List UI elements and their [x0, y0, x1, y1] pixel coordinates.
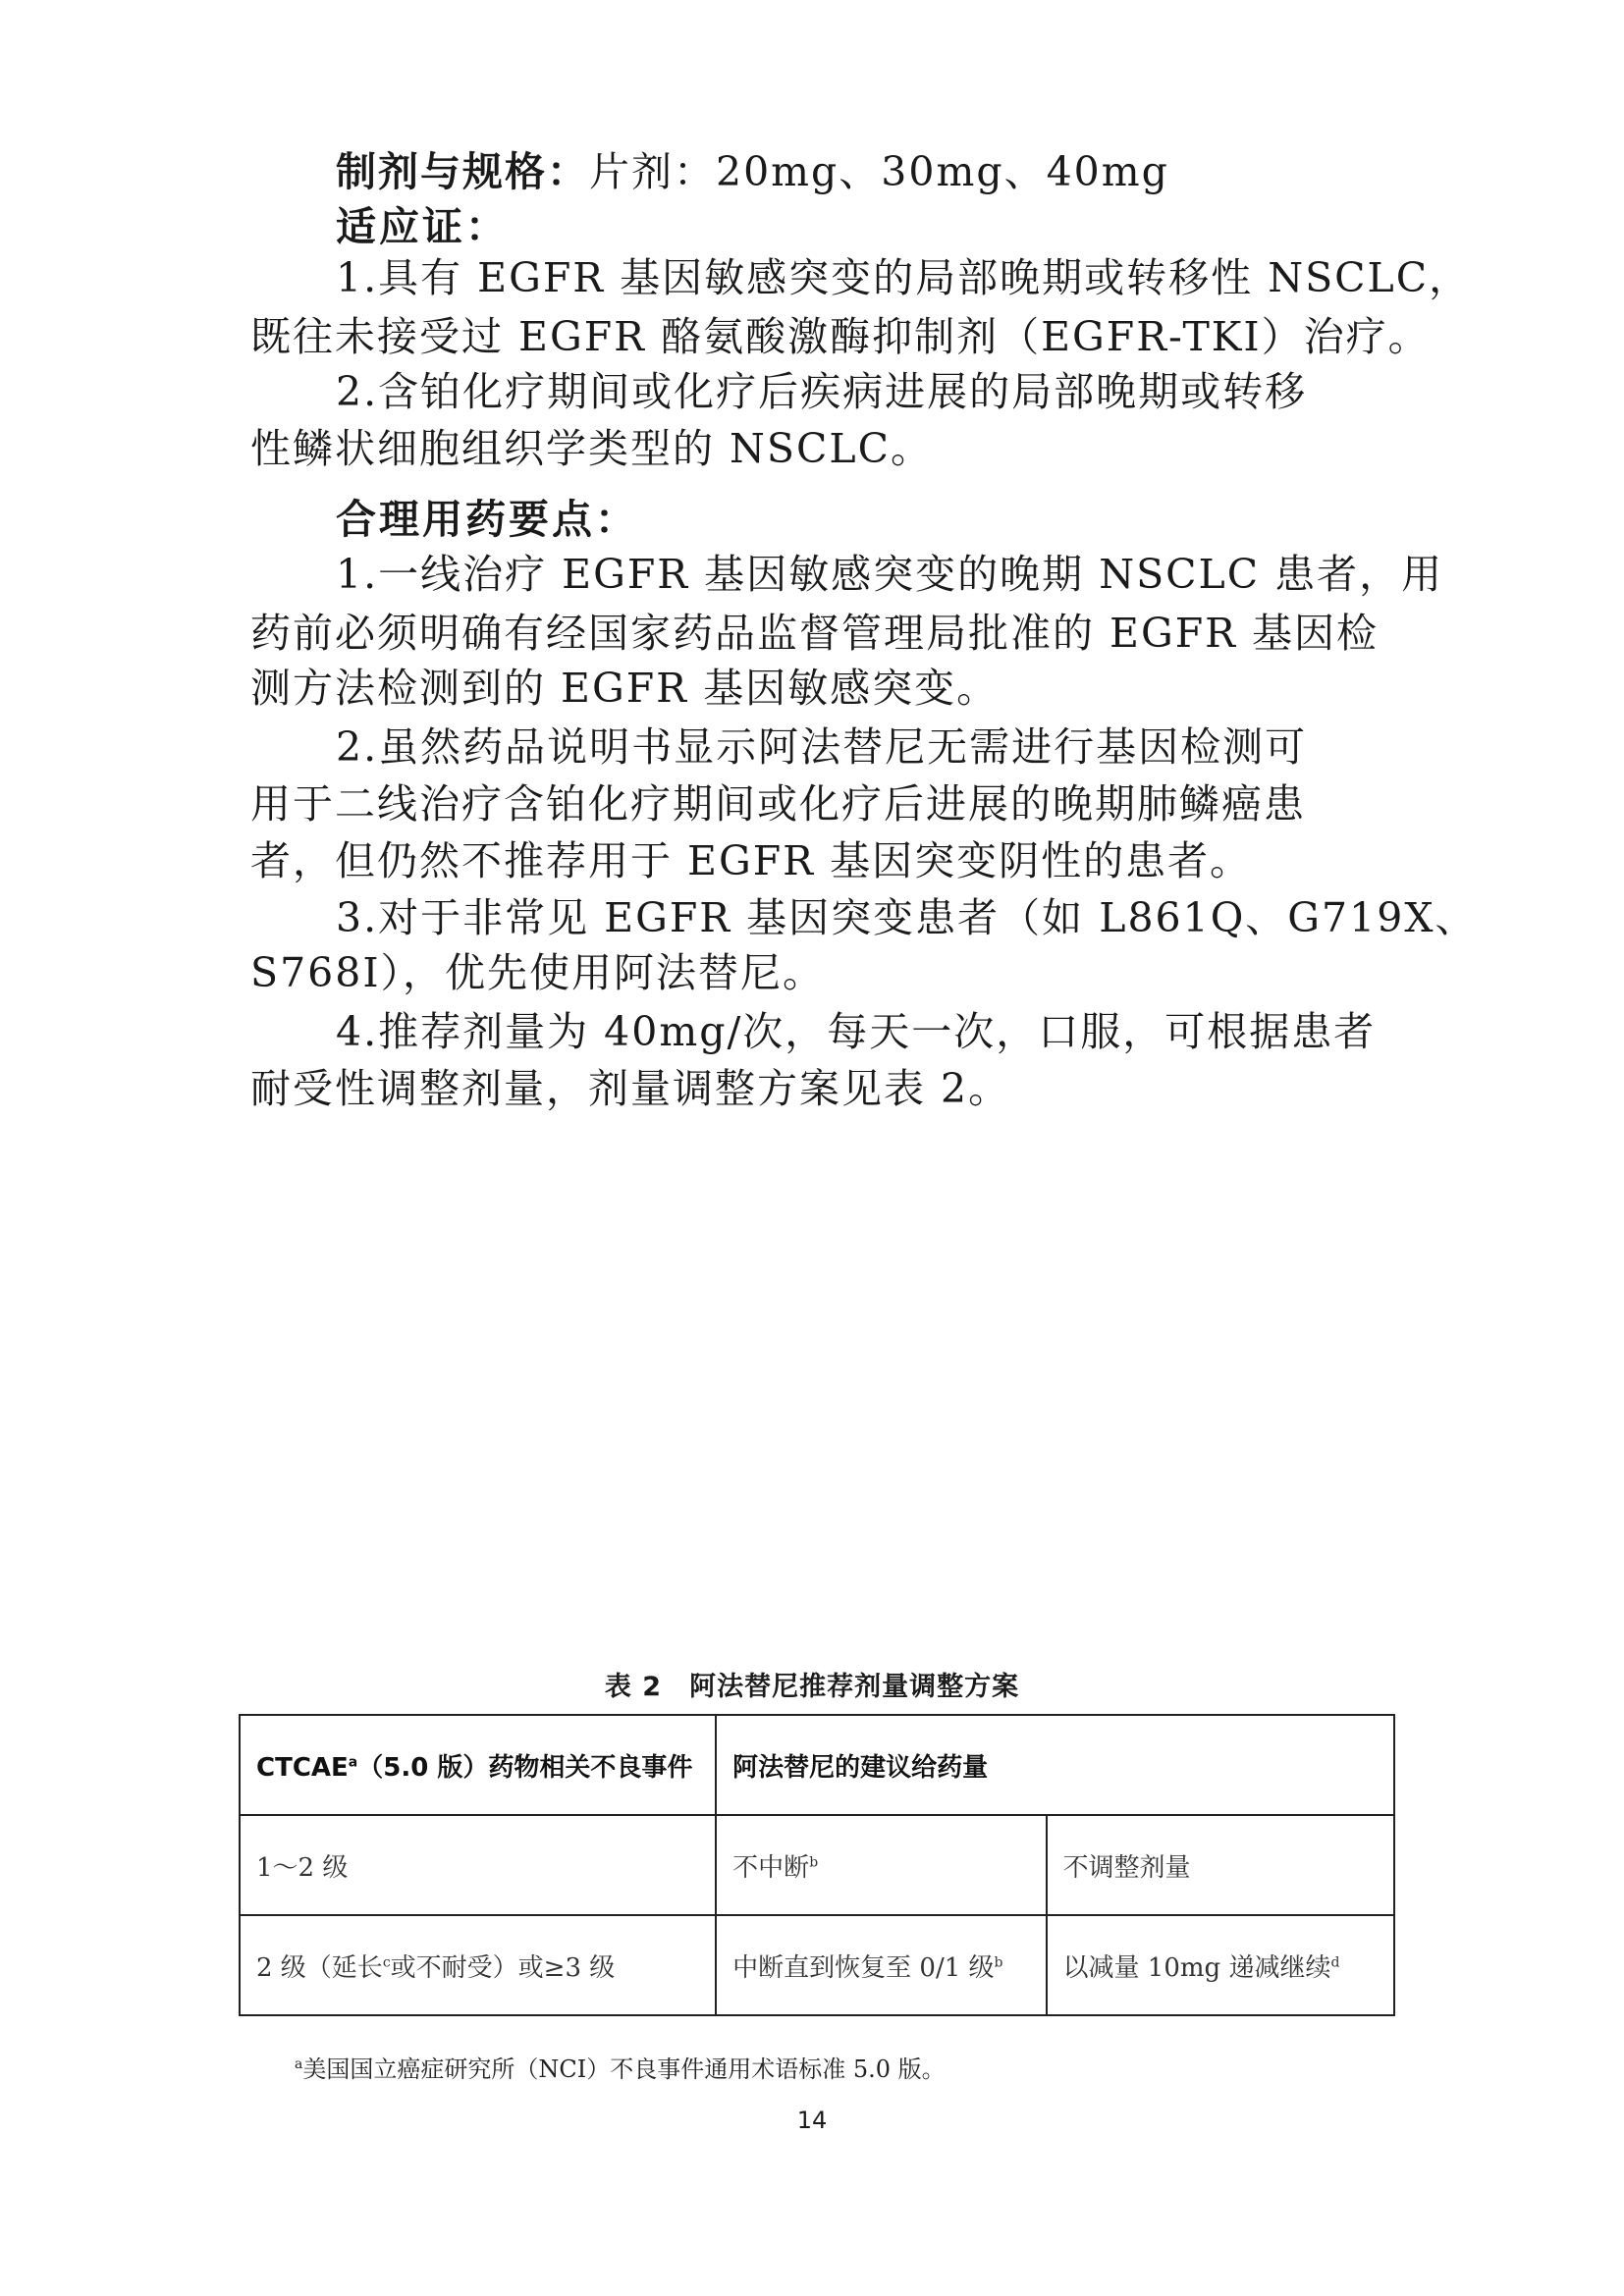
- cell-dose: 以减量 10mg 递减继续$^d$: [1047, 1915, 1394, 2015]
- usage-1-line-2: 药前必须明确有经国家药品监督管理局批准的 EGFR 基因检: [250, 610, 1380, 657]
- table-caption: 表 2 阿法替尼推荐剂量调整方案: [604, 1672, 1020, 1702]
- indication-1-line-2: 既往未接受过 EGFR 酪氨酸激酶抑制剂（EGFR-TKI）治疗。: [250, 313, 1431, 360]
- usage-1-line-3: 测方法检测到的 EGFR 基因敏感突变。: [250, 665, 1000, 712]
- spec-value: 片剂：20mg、30mg、40mg: [589, 148, 1169, 195]
- usage-2-line-3: 者，但仍然不推荐用于 EGFR 基因突变阴性的患者。: [250, 837, 1253, 884]
- cell-dose: 不调整剂量: [1047, 1815, 1394, 1915]
- cell-event: 1～2 级: [240, 1815, 716, 1915]
- header-adverse-event: CTCAE$^a$（5.0 版）药物相关不良事件: [240, 1715, 716, 1815]
- usage-heading: 合理用药要点：: [336, 496, 638, 543]
- table-footnote: $^a$美国国立癌症研究所（NCI）不良事件通用术语标准 5.0 版。: [295, 2056, 946, 2083]
- indication-2-line-2: 性鳞状细胞组织学类型的 NSCLC。: [250, 425, 933, 472]
- page-number: 14: [796, 2107, 828, 2134]
- usage-2-line-1: 2.虽然药品说明书显示阿法替尼无需进行基因检测可: [336, 723, 1308, 771]
- usage-4-line-2: 耐受性调整剂量，剂量调整方案见表 2。: [250, 1065, 1011, 1112]
- usage-3-line-1: 3.对于非常见 EGFR 基因突变患者（如 L861Q、G719X、: [336, 894, 1478, 941]
- indications-heading: 适应证：: [336, 203, 509, 250]
- table-row: [240, 1915, 1394, 2015]
- cell-action: 中断直到恢复至 0/1 级$^b$: [716, 1915, 1046, 2015]
- table-row: [240, 1815, 1394, 1915]
- cell-action: 不中断$^b$: [716, 1815, 1046, 1915]
- usage-3-line-2: S768I），优先使用阿法替尼。: [250, 949, 826, 996]
- usage-2-line-2: 用于二线治疗含铂化疗期间或化疗后进展的晚期肺鳞癌患: [250, 780, 1306, 828]
- spec-label: 制剂与规格：: [336, 148, 589, 195]
- header-recommended-dose: 阿法替尼的建议给药量: [716, 1715, 1394, 1815]
- usage-4-line-1: 4.推荐剂量为 40mg/次，每天一次，口服，可根据患者: [336, 1008, 1377, 1055]
- dose-adjustment-table: [239, 1714, 1395, 2016]
- spec-line: [336, 139, 1475, 197]
- usage-1-line-1: 1.一线治疗 EGFR 基因敏感突变的晚期 NSCLC 患者，用: [336, 551, 1444, 598]
- indication-2-line-1: 2.含铂化疗期间或化疗后疾病进展的局部晚期或转移: [336, 368, 1308, 415]
- table-header-row: [240, 1715, 1394, 1815]
- indication-1-line-1: 1.具有 EGFR 基因敏感突变的局部晚期或转移性 NSCLC，: [336, 254, 1472, 301]
- cell-event: 2 级（延长$^c$或不耐受）或≥3 级: [240, 1915, 716, 2015]
